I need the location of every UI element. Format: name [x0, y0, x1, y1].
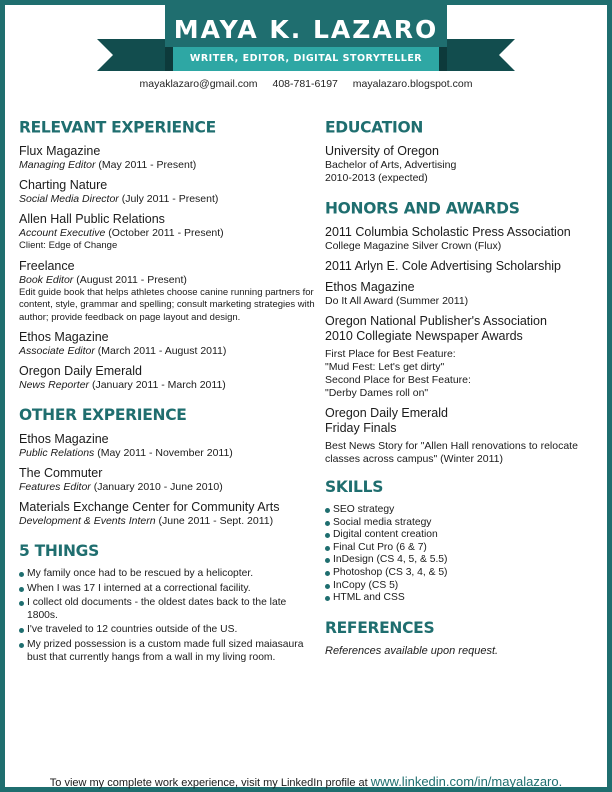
phone-number: 408-781-6197	[272, 78, 338, 90]
role-title: Managing Editor	[19, 159, 96, 171]
candidate-tagline: WRITER, EDITOR, DIGITAL STORYTELLER	[189, 53, 423, 64]
org-name: Ethos Magazine	[19, 330, 109, 344]
award-desc: Do It All Award (Summer 2011)	[325, 295, 469, 307]
role-title: News Reporter	[19, 379, 90, 391]
role-title: Public Relations	[19, 447, 95, 459]
experience-entry	[19, 330, 319, 358]
award-entry	[325, 259, 605, 274]
award-desc: College Magazine Silver Crown (Flux)	[325, 240, 502, 252]
footer-text: To view my complete work experience, visit my LinkedIn profile at	[49, 777, 371, 789]
role-dates: (June 2011 - Sept. 2011)	[155, 515, 274, 527]
list-item: I collect old documents - the oldest dates back to the late 1800s.	[19, 597, 319, 622]
education-entry	[325, 144, 605, 185]
org-name: Flux Magazine	[19, 144, 101, 158]
role-title: Account Executive	[19, 227, 106, 239]
award-entry	[325, 314, 605, 400]
left-column	[19, 118, 319, 666]
org-name: Freelance	[19, 258, 75, 273]
award-desc: Best News Story for "Allen Hall renovations to relocate classes across campus" (Winter 2011)	[325, 440, 578, 465]
list-item: InDesign (CS 4, 5, & 5.5)	[325, 554, 605, 567]
role-dates: (January 2011 - March 2011)	[89, 379, 226, 391]
right-column	[325, 118, 605, 657]
blog-link[interactable]: mayalazaro.blogspot.com	[352, 78, 473, 90]
list-item: When I was 17 I interned at a correctional facility.	[19, 583, 319, 596]
role-dates: (May 2011 - November 2011)	[94, 447, 233, 459]
list-item: Digital content creation	[325, 529, 605, 542]
footer-line	[5, 774, 607, 789]
role-note: Edit guide book that helps athletes choose canine running partners for content, style, grammar and spelling; consult marketing strategies with author; provide feedback on page layout and design.	[19, 286, 315, 323]
award-title: 2011 Arlyn E. Cole Advertising Scholarship	[325, 259, 562, 273]
list-item: HTML and CSS	[325, 592, 605, 605]
award-title: Friday Finals	[325, 421, 397, 435]
org-name: Oregon Daily Emerald	[19, 364, 142, 378]
section-title-education: EDUCATION	[325, 117, 423, 137]
skills-list	[325, 504, 605, 605]
award-desc: First Place for Best Feature:	[325, 348, 456, 360]
experience-entry	[19, 259, 319, 325]
list-item: I've traveled to 12 countries outside of the US.	[19, 624, 319, 637]
org-name: Ethos Magazine	[19, 432, 109, 446]
experience-entry	[19, 364, 319, 392]
award-title: 2010 Collegiate Newspaper Awards	[325, 329, 523, 343]
experience-entry	[19, 432, 319, 460]
award-entry	[325, 280, 605, 308]
list-item: My prized possession is a custom made full sized maiasaura bust that currently hangs from a wall in my living room.	[19, 639, 319, 664]
award-title: Oregon National Publisher's Association	[325, 314, 547, 328]
school-name: University of Oregon	[325, 144, 439, 158]
experience-entry	[19, 212, 319, 253]
list-item: InCopy (CS 5)	[325, 580, 605, 593]
list-item: My family once had to be rescued by a helicopter.	[19, 568, 319, 581]
org-name: Charting Nature	[19, 178, 108, 192]
role-title: Social Media Director	[19, 193, 119, 205]
award-entry	[325, 406, 605, 466]
role-dates: (August 2011 - Present)	[73, 273, 187, 286]
years: 2010-2013 (expected)	[325, 172, 428, 184]
section-title-relevant: RELEVANT EXPERIENCE	[19, 117, 216, 137]
experience-entry	[19, 500, 319, 528]
contact-line	[5, 78, 607, 90]
award-desc: "Mud Fest: Let's get dirty"	[325, 361, 445, 373]
things-list	[19, 568, 319, 664]
experience-entry	[19, 144, 319, 172]
experience-entry	[19, 178, 319, 206]
org-name: The Commuter	[19, 466, 103, 480]
list-item: Social media strategy	[325, 517, 605, 530]
role-dates: (January 2010 - June 2010)	[90, 481, 223, 493]
role-title: Book Editor	[19, 273, 74, 286]
list-item: SEO strategy	[325, 504, 605, 517]
award-title: Oregon Daily Emerald	[325, 406, 448, 420]
email-link[interactable]: mayaklazaro@gmail.com	[139, 78, 258, 90]
candidate-name: MAYA K. LAZARO	[173, 15, 439, 44]
section-title-references: REFERENCES	[325, 618, 435, 638]
role-dates: (May 2011 - Present)	[95, 159, 197, 171]
role-note: Client: Edge of Change	[19, 240, 118, 251]
role-dates: (March 2011 - August 2011)	[94, 345, 227, 357]
section-title-honors: HONORS AND AWARDS	[325, 198, 520, 218]
award-entry	[325, 225, 605, 253]
role-title: Development & Events Intern	[19, 515, 156, 527]
section-title-things: 5 THINGS	[19, 541, 99, 561]
award-desc: Second Place for Best Feature:	[325, 374, 471, 386]
experience-entry	[19, 466, 319, 494]
org-name: Materials Exchange Center for Community Arts	[19, 500, 280, 514]
header-ribbon	[5, 5, 607, 75]
role-dates: (July 2011 - Present)	[118, 193, 219, 205]
list-item: Final Cut Pro (6 & 7)	[325, 542, 605, 555]
section-title-other: OTHER EXPERIENCE	[19, 405, 187, 425]
role-dates: (October 2011 - Present)	[105, 227, 224, 239]
references-text: References available upon request.	[325, 644, 499, 657]
list-item: Photoshop (CS 3, 4, & 5)	[325, 567, 605, 580]
role-title: Features Editor	[19, 481, 91, 493]
award-desc: "Derby Dames roll on"	[325, 387, 429, 399]
section-title-skills: SKILLS	[325, 477, 384, 497]
degree: Bachelor of Arts, Advertising	[325, 159, 457, 171]
award-title: Ethos Magazine	[325, 280, 415, 294]
award-title: 2011 Columbia Scholastic Press Association	[325, 225, 571, 239]
role-title: Associate Editor	[19, 345, 95, 357]
linkedin-link[interactable]: www.linkedin.com/in/mayalazaro.	[370, 774, 563, 789]
org-name: Allen Hall Public Relations	[19, 212, 165, 226]
